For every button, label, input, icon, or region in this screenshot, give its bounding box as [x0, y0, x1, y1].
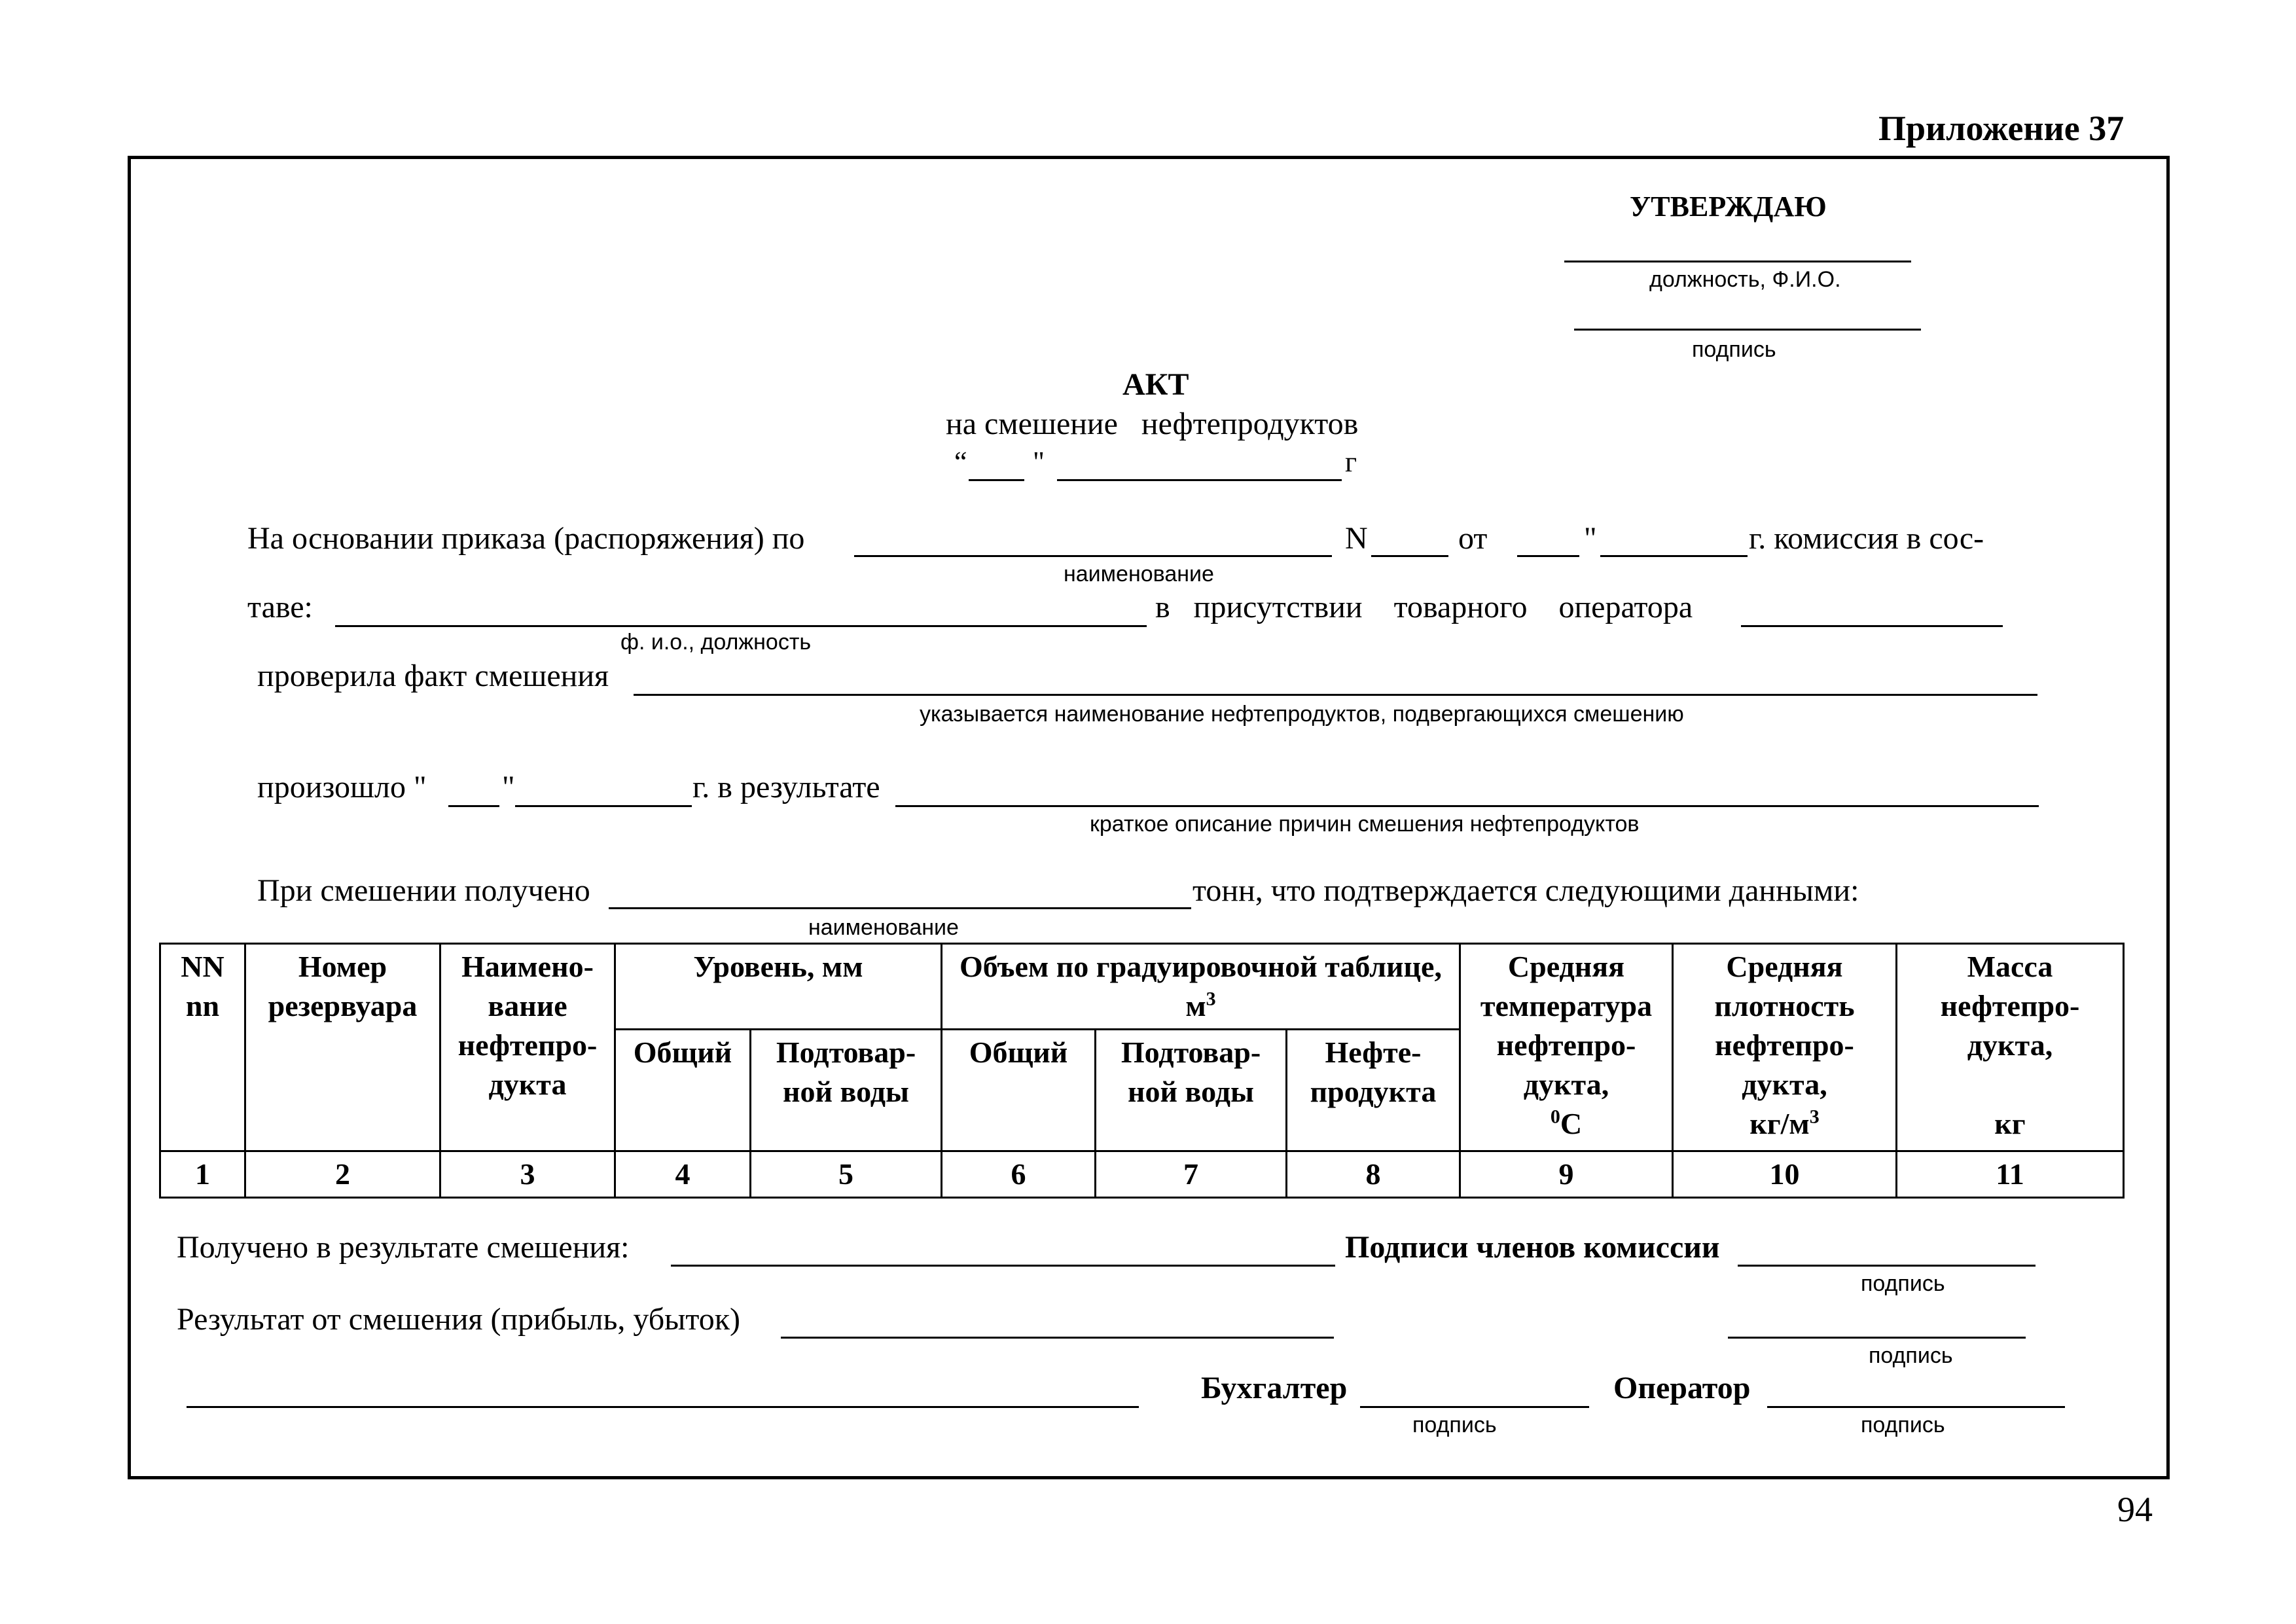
act-date-day-line [969, 479, 1024, 481]
col-header-volume-water: Подтовар-ной воды [1096, 1030, 1287, 1151]
reason-field[interactable] [895, 805, 2039, 807]
mixing-result-field[interactable] [781, 1337, 1334, 1339]
act-date-month-line [1057, 479, 1342, 481]
col-header-temp [1460, 944, 1673, 1151]
order-day-field[interactable] [1517, 555, 1579, 557]
received-product-field[interactable] [609, 907, 1191, 909]
column-number: 2 [245, 1151, 440, 1198]
act-date-close-quote: " [1033, 446, 1045, 478]
act-subtitle: на смешение нефтепродуктов [946, 406, 1359, 441]
column-number: 5 [751, 1151, 942, 1198]
mixing-data-table [159, 943, 2125, 1199]
commission-signature-field-1[interactable] [1738, 1265, 2036, 1267]
column-number-row [160, 1151, 2124, 1198]
caption-fio: ф. и.о., должность [620, 630, 812, 655]
col-header-mass [1897, 944, 2124, 1151]
caption-reason: краткое описание причин смешения нефтепродуктов [1090, 812, 1640, 837]
commission-signature-field-2[interactable] [1728, 1337, 2026, 1339]
col-header-tank: Номер резервуара [245, 944, 440, 1151]
col-header-nn: NN nn [160, 944, 245, 1151]
density-header-text: Средняя плотность нефтепро-дукта, [1714, 950, 1855, 1101]
order-number-field[interactable] [1371, 555, 1448, 557]
commission-signatures-label: Подписи членов комиссии [1345, 1230, 1720, 1265]
mass-header-text: Масса нефтепро-дукта, [1940, 950, 2080, 1062]
approve-position-caption: должность, Ф.И.О. [1649, 267, 1841, 292]
approve-position-line [1564, 261, 1911, 262]
occurred-month-field[interactable] [515, 805, 692, 807]
appendix-label: Приложение 37 [1878, 109, 2125, 148]
act-date-year-suffix: г [1345, 446, 1357, 478]
mixing-result-label: Результат от смешения (прибыль, убыток) [177, 1302, 741, 1337]
operator-label: Оператор [1613, 1371, 1751, 1405]
accountant-signature-field[interactable] [1360, 1406, 1589, 1408]
order-month-field[interactable] [1600, 555, 1748, 557]
occurred-label: произошло " [257, 770, 427, 804]
received-result-label: Получено в результате смешения: [177, 1230, 630, 1265]
mixing-check-label: проверила факт смешения [257, 659, 609, 693]
extra-blank-field[interactable] [187, 1406, 1139, 1408]
col-header-product: Наимено-вание нефтепро-дукта [440, 944, 615, 1151]
column-number: 6 [942, 1151, 1096, 1198]
approve-title: УТВЕРЖДАЮ [1630, 190, 1827, 223]
col-header-level-water: Подтовар-ной воды [751, 1030, 942, 1151]
mixed-products-field[interactable] [634, 694, 2037, 696]
act-date-open-quote: “ [954, 446, 967, 478]
order-quote: " [1584, 521, 1597, 556]
column-number: 9 [1460, 1151, 1673, 1198]
commission-signature-caption-2: подпись [1869, 1343, 1953, 1368]
caption-name-2: наименование [808, 915, 959, 940]
result-label: г. в результате [692, 770, 880, 804]
commission-signature-caption-1: подпись [1861, 1271, 1945, 1296]
col-header-level: Уровень, мм [615, 944, 942, 1030]
density-header-unit: кг/м [1749, 1107, 1810, 1140]
temp-header-unit: С [1560, 1107, 1583, 1140]
caption-products: указывается наименование нефтепродуктов, подвергающихся смешению [920, 702, 1684, 727]
presence-operator-label: в присутствии товарного оператора [1155, 590, 1693, 624]
operator-signature-caption: подпись [1861, 1413, 1945, 1437]
column-number: 10 [1673, 1151, 1897, 1198]
mass-header-unit: кг [1994, 1107, 2026, 1140]
tons-confirmed-label: тонн, что подтверждается следующими данными: [1193, 873, 1859, 908]
col-header-volume [942, 944, 1460, 1030]
occurred-day-field[interactable] [448, 805, 499, 807]
column-number: 7 [1096, 1151, 1287, 1198]
temp-header-sup: 0 [1550, 1106, 1560, 1128]
approve-signature-line [1574, 329, 1921, 331]
commission-composition-label: г. комиссия в сос- [1749, 521, 1984, 556]
received-result-field[interactable] [671, 1265, 1335, 1267]
operator-signature-field[interactable] [1767, 1406, 2065, 1408]
page-number: 94 [2117, 1490, 2153, 1529]
temp-header-text: Средняя температура нефтепро-дукта, [1480, 950, 1653, 1101]
column-number: 8 [1287, 1151, 1460, 1198]
order-name-field[interactable] [854, 555, 1332, 557]
caption-name: наименование [1064, 562, 1214, 586]
col-header-volume-total: Общий [942, 1030, 1096, 1151]
density-header-sup: 3 [1809, 1106, 1820, 1128]
volume-header-sup: 3 [1206, 988, 1216, 1010]
col-header-density [1673, 944, 1897, 1151]
act-title: АКТ [1122, 367, 1189, 402]
operator-field[interactable] [1741, 625, 2003, 627]
composition-label: таве: [247, 590, 313, 624]
column-number: 4 [615, 1151, 751, 1198]
order-from-label: от [1458, 521, 1488, 556]
column-number: 11 [1897, 1151, 2124, 1198]
order-number-label: N [1345, 521, 1368, 556]
column-number: 3 [440, 1151, 615, 1198]
accountant-label: Бухгалтер [1201, 1371, 1348, 1405]
col-header-level-total: Общий [615, 1030, 751, 1151]
accountant-signature-caption: подпись [1412, 1413, 1497, 1437]
occurred-quote: " [502, 770, 515, 804]
column-number: 1 [160, 1151, 245, 1198]
approve-signature-caption: подпись [1692, 337, 1776, 362]
composition-field[interactable] [335, 625, 1147, 627]
order-basis-label: На основании приказа (распоряжения) по [247, 521, 805, 556]
col-header-volume-product: Нефте-продукта [1287, 1030, 1460, 1151]
received-on-mixing-label: При смешении получено [257, 873, 590, 908]
volume-header-text: Объем по градуировочной таблице, м [960, 950, 1442, 1022]
